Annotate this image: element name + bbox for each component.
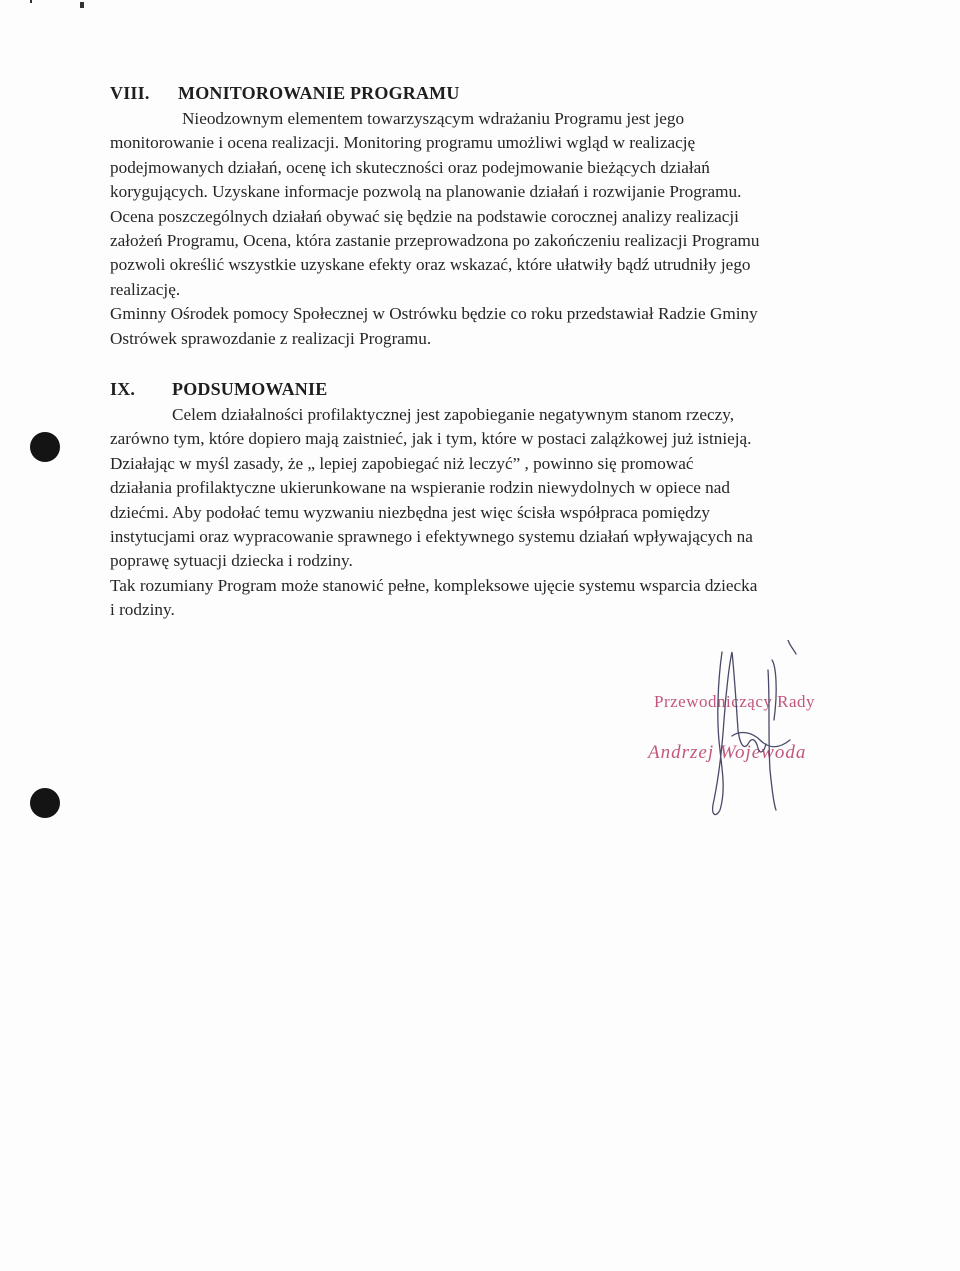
paragraph-line: Nieodzownym elementem towarzyszącym wdrażaniu Programu jest jego [182,109,685,128]
section-number: IX. [110,379,136,399]
paragraph-line: instytucjami oraz wypracowanie sprawnego i efektywnego systemu działań wpływających na [110,527,753,547]
section-number: VIII. [110,83,150,103]
paragraph-line: zarówno tym, które dopiero mają zaistnieć, jak i tym, które w postaci zalążkowej już istnieją. [110,429,752,449]
paragraph-line: dziećmi. Aby podołać temu wyzwaniu niezbędna jest więc ścisła współpraca pomiędzy [110,502,710,522]
paragraph-line: pozwoli określić wszystkie uzyskane efekty oraz wskazać, które ułatwiły bądź utrudniły jego [110,255,751,275]
paragraph-line: monitorowanie i ocena realizacji. Monitoring programu umożliwi wgląd w realizację [110,133,696,153]
paragraph-line: założeń Programu, Ocena, która zastanie przeprowadzona po zakończeniu realizacji Programu [110,231,760,251]
punch-hole-top [30,432,60,462]
paragraph-line: realizację. [110,279,181,299]
section-title: MONITOROWANIE PROGRAMU [178,83,460,103]
stamp-name: Andrzej Wojewoda [648,742,807,763]
section-body [110,107,850,351]
paragraph-line: Ostrówek sprawozdanie z realizacji Programu. [110,328,432,348]
section-heading [110,82,850,104]
paragraph-line: Celem działalności profilaktycznej jest zapobieganie negatywnym stanom rzeczy, [172,405,735,424]
paragraph-line: Działając w myśl zasady, że „ lepiej zapobiegać niż leczyć” , powinno się promować [110,453,694,473]
paragraph-line: i rodziny. [110,600,175,620]
scan-artifact-mark [30,0,32,3]
paragraph-line: Tak rozumiany Program może stanowić pełne, kompleksowe ujęcie systemu wsparcia dziecka [110,575,758,595]
handwritten-signature [640,640,880,840]
paragraph-line: korygujących. Uzyskane informacje pozwolą na planowanie działań i rozwijanie Programu. [110,182,742,202]
section-body [110,403,850,623]
section-heading [110,378,850,400]
section-summary [110,378,850,623]
section-monitoring [110,82,850,351]
paragraph-line: Gminny Ośrodek pomocy Społecznej w Ostrówku będzie co roku przedstawiał Radzie Gminy [110,304,758,324]
scan-artifact-mark [80,2,84,8]
signature-stamp-block [640,640,880,840]
paragraph-line: podejmowanych działań, ocenę ich skuteczności oraz podejmowanie bieżących działań [110,157,710,177]
stamp-title: Przewodniczący Rady [654,692,816,711]
punch-hole-bottom [30,788,60,818]
paragraph-line: poprawę sytuacji dziecka i rodziny. [110,551,353,571]
section-title: PODSUMOWANIE [172,379,328,399]
paragraph-line: działania profilaktyczne ukierunkowane na wspieranie rodzin niewydolnych w opiece nad [110,478,730,498]
paragraph-line: Ocena poszczególnych działań obywać się będzie na podstawie corocznej analizy realizacji [110,206,739,226]
